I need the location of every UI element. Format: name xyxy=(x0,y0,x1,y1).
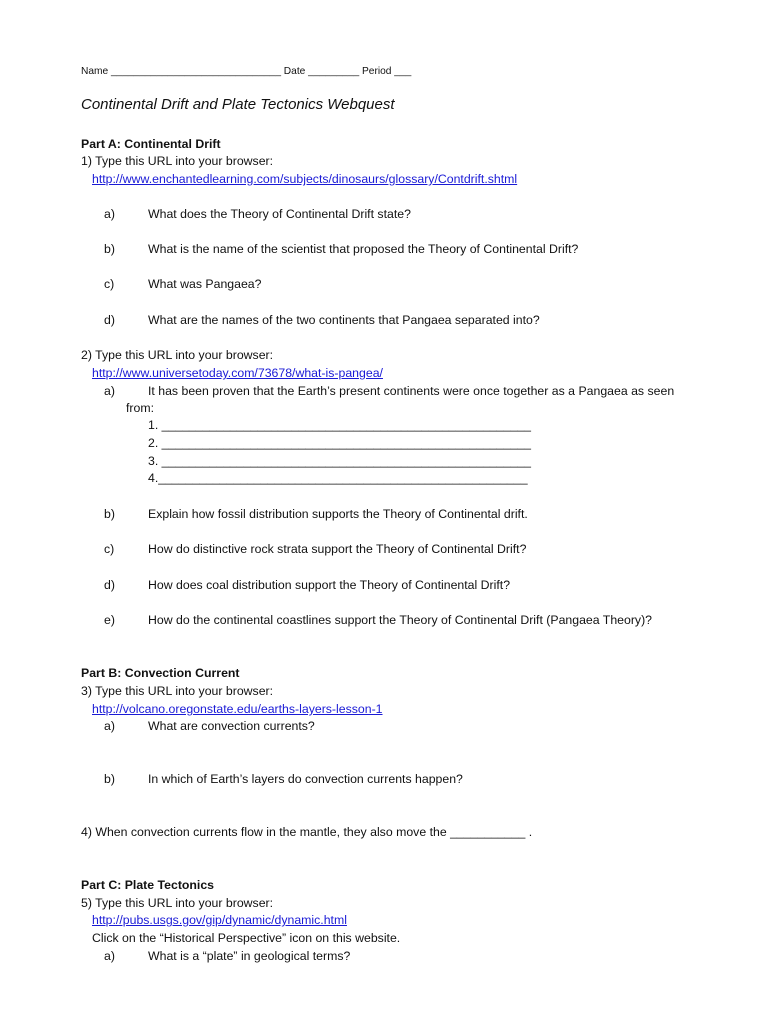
blank-line-2: 2. ______________________________________________________ xyxy=(148,436,531,450)
item-label: d) xyxy=(104,313,115,327)
q5-url-link[interactable]: http://pubs.usgs.gov/gip/dynamic/dynamic.html xyxy=(92,913,347,927)
item-label: a) xyxy=(104,949,115,963)
q3-url-link[interactable]: http://volcano.oregonstate.edu/earths-layers-lesson-1 xyxy=(92,702,383,716)
item-text: In which of Earth’s layers do convection currents happen? xyxy=(148,772,463,786)
part-a-heading: Part A: Continental Drift xyxy=(81,137,221,151)
item-text: What was Pangaea? xyxy=(148,277,262,291)
blank-line-3: 3. ______________________________________________________ xyxy=(148,454,531,468)
item-label: c) xyxy=(104,542,115,556)
q2-item-a xyxy=(104,383,674,399)
q1-url-link[interactable]: http://www.enchantedlearning.com/subjects/dinosaurs/glossary/Contdrift.shtml xyxy=(92,172,518,186)
item-text: How does coal distribution support the Theory of Continental Drift? xyxy=(148,578,511,592)
q3-prompt: 3) Type this URL into your browser: xyxy=(81,684,274,698)
q2-item-c xyxy=(104,541,526,557)
item-label: e) xyxy=(104,613,115,627)
item-label: b) xyxy=(104,242,115,256)
item-text: How do distinctive rock strata support the Theory of Continental Drift? xyxy=(148,542,527,556)
name-date-period-line: Name ______________________________ Date _________ Period ___ xyxy=(81,66,412,77)
part-c-heading: Part C: Plate Tectonics xyxy=(81,878,215,892)
q2-item-a-continuation: from: xyxy=(126,401,155,415)
part-b-heading: Part B: Convection Current xyxy=(81,666,240,680)
item-label: c) xyxy=(104,277,115,291)
q2-item-d xyxy=(104,577,510,593)
item-text: What are convection currents? xyxy=(148,719,315,733)
q2-prompt: 2) Type this URL into your browser: xyxy=(81,348,274,362)
q4-text: 4) When convection currents flow in the mantle, they also move the ___________ . xyxy=(81,825,533,839)
q2-item-e xyxy=(104,612,652,628)
item-label: b) xyxy=(104,772,115,786)
q3-item-b xyxy=(104,771,463,787)
item-text: What does the Theory of Continental Drift state? xyxy=(148,207,411,221)
item-text: What is a “plate” in geological terms? xyxy=(148,949,351,963)
item-label: a) xyxy=(104,207,115,221)
blank-line-1: 1. ______________________________________________________ xyxy=(148,418,531,432)
item-label: a) xyxy=(104,384,115,398)
item-text: How do the continental coastlines support the Theory of Continental Drift (Pangaea Theory)? xyxy=(148,613,653,627)
q3-item-a xyxy=(104,718,315,734)
blank-line-4: 4.______________________________________________________ xyxy=(148,471,528,485)
q2-item-b xyxy=(104,506,528,522)
item-text: What are the names of the two continents that Pangaea separated into? xyxy=(148,313,540,327)
item-text: What is the name of the scientist that proposed the Theory of Continental Drift? xyxy=(148,242,579,256)
q5-note: Click on the “Historical Perspective” icon on this website. xyxy=(92,931,401,945)
q1-item-b xyxy=(104,241,578,257)
q5-prompt: 5) Type this URL into your browser: xyxy=(81,896,274,910)
q1-item-c xyxy=(104,276,261,292)
item-label: d) xyxy=(104,578,115,592)
item-text: Explain how fossil distribution supports the Theory of Continental drift. xyxy=(148,507,528,521)
item-label: b) xyxy=(104,507,115,521)
q1-item-a xyxy=(104,206,411,222)
q2-url-link[interactable]: http://www.universetoday.com/73678/what-is-pangea/ xyxy=(92,366,383,380)
q1-prompt: 1) Type this URL into your browser: xyxy=(81,154,274,168)
page-title: Continental Drift and Plate Tectonics Webquest xyxy=(81,96,395,113)
q1-item-d xyxy=(104,312,540,328)
q5-item-a xyxy=(104,948,350,964)
item-label: a) xyxy=(104,719,115,733)
item-text: It has been proven that the Earth’s present continents were once together as a Pangaea as seen xyxy=(148,384,675,398)
